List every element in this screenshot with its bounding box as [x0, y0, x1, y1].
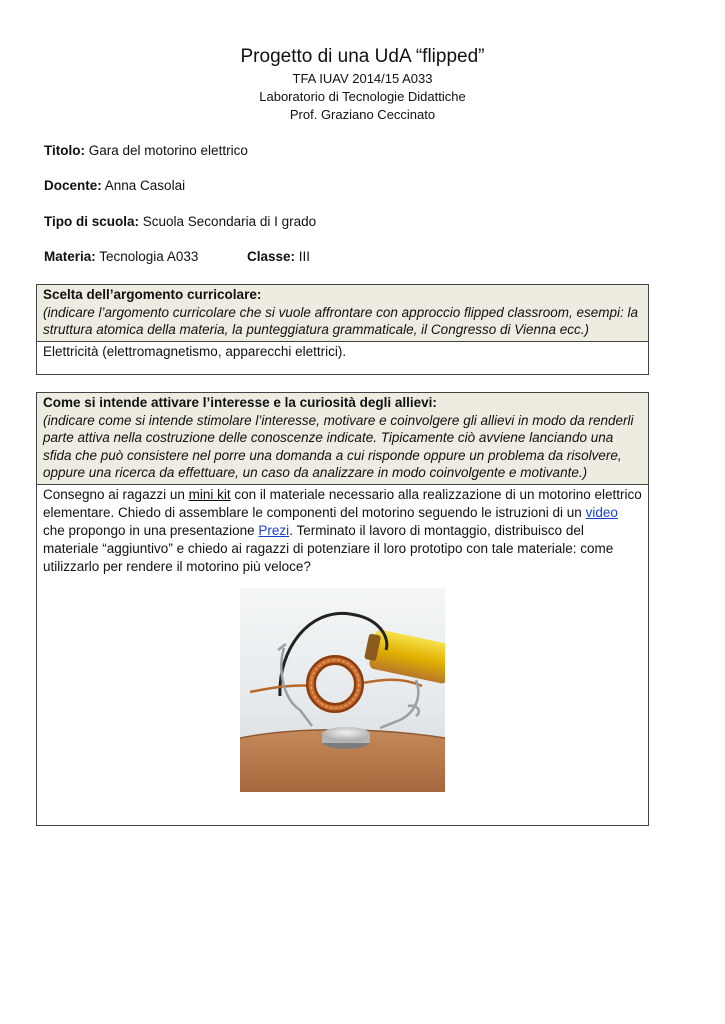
field-materia-value: Tecnologia A033 — [95, 249, 199, 264]
field-classe — [247, 248, 310, 266]
section-argomento-answer: Elettricità (elettromagnetismo, apparecchi elettrici). — [43, 343, 347, 359]
prezi-link[interactable]: Prezi — [258, 522, 290, 538]
field-docente-label: Docente: — [44, 178, 102, 193]
field-classe-value: III — [295, 249, 311, 264]
field-scuola-value: Scuola Secondaria di I grado — [139, 214, 317, 229]
course-line: TFA IUAV 2014/15 A033 — [292, 71, 433, 86]
field-titolo-value: Gara del motorino elettrico — [85, 143, 248, 158]
lab-line: Laboratorio di Tecnologie Didattiche — [259, 89, 466, 104]
motor-photo — [240, 588, 445, 792]
section-interesse-hint: (indicare come si intende stimolare l’interesse, motivare e coinvolgere gli allievi in modo da renderli parte attiva nella costruzione delle conoscenze indicate. Tipicamente ciò avviene lanciando una sfida che può consistere nel porre una domanda a cui risponde oppure un problema da risolvere, oppure una ricerca da effettuare, un caso da analizzare in modo coinvolgente e motivante.) — [43, 412, 634, 480]
field-tipo-scuola — [44, 213, 316, 231]
section-interesse-header — [37, 393, 648, 485]
answer-text-d: . Terminato il lavoro di montaggio, distribuisco del materiale “aggiuntivo” e chiedo ai ragazzi di potenziare il loro prototipo con tale materiale: come utilizzarlo per rendere il motorino più veloce? — [43, 522, 614, 574]
field-titolo-label: Titolo: — [44, 143, 85, 158]
section-interesse-answer — [37, 485, 648, 577]
field-materia-label: Materia: — [44, 249, 96, 264]
answer-text-b: con il materiale necessario alla realizzazione di un motorino elettrico elementare. Chiedo di assemblare le componenti del motorino seguendo le istruzioni di un — [43, 486, 642, 520]
field-materia — [44, 248, 198, 266]
field-titolo — [44, 142, 248, 160]
motor-photo-drawing — [240, 588, 445, 792]
mini-kit-link[interactable]: mini kit — [188, 486, 231, 502]
answer-text-a: Consegno ai ragazzi un — [43, 486, 189, 502]
field-docente-value: Anna Casolai — [101, 178, 186, 193]
answer-text-c: che propongo in una presentazione — [43, 522, 259, 538]
section-argomento-header — [37, 285, 648, 342]
document-header — [0, 44, 725, 124]
document-title: Progetto di una UdA “flipped” — [240, 46, 485, 67]
section-argomento-heading: Scelta dell’argomento curricolare: — [43, 287, 262, 302]
field-scuola-label: Tipo di scuola: — [44, 214, 140, 229]
field-classe-label: Classe: — [247, 249, 296, 264]
section-argomento — [36, 284, 649, 375]
field-docente — [44, 177, 185, 195]
professor-line: Prof. Graziano Ceccinato — [289, 107, 436, 122]
section-interesse-heading: Come si intende attivare l’interesse e la curiosità degli allievi: — [43, 395, 437, 410]
section-argomento-hint: (indicare l’argomento curricolare che si vuole affrontare con approccio flipped classroom, esempi: la struttura atomica della materia, la punteggiatura grammaticale, il Congresso di Vienna ecc.) — [43, 304, 639, 337]
video-link[interactable]: video — [585, 504, 618, 520]
